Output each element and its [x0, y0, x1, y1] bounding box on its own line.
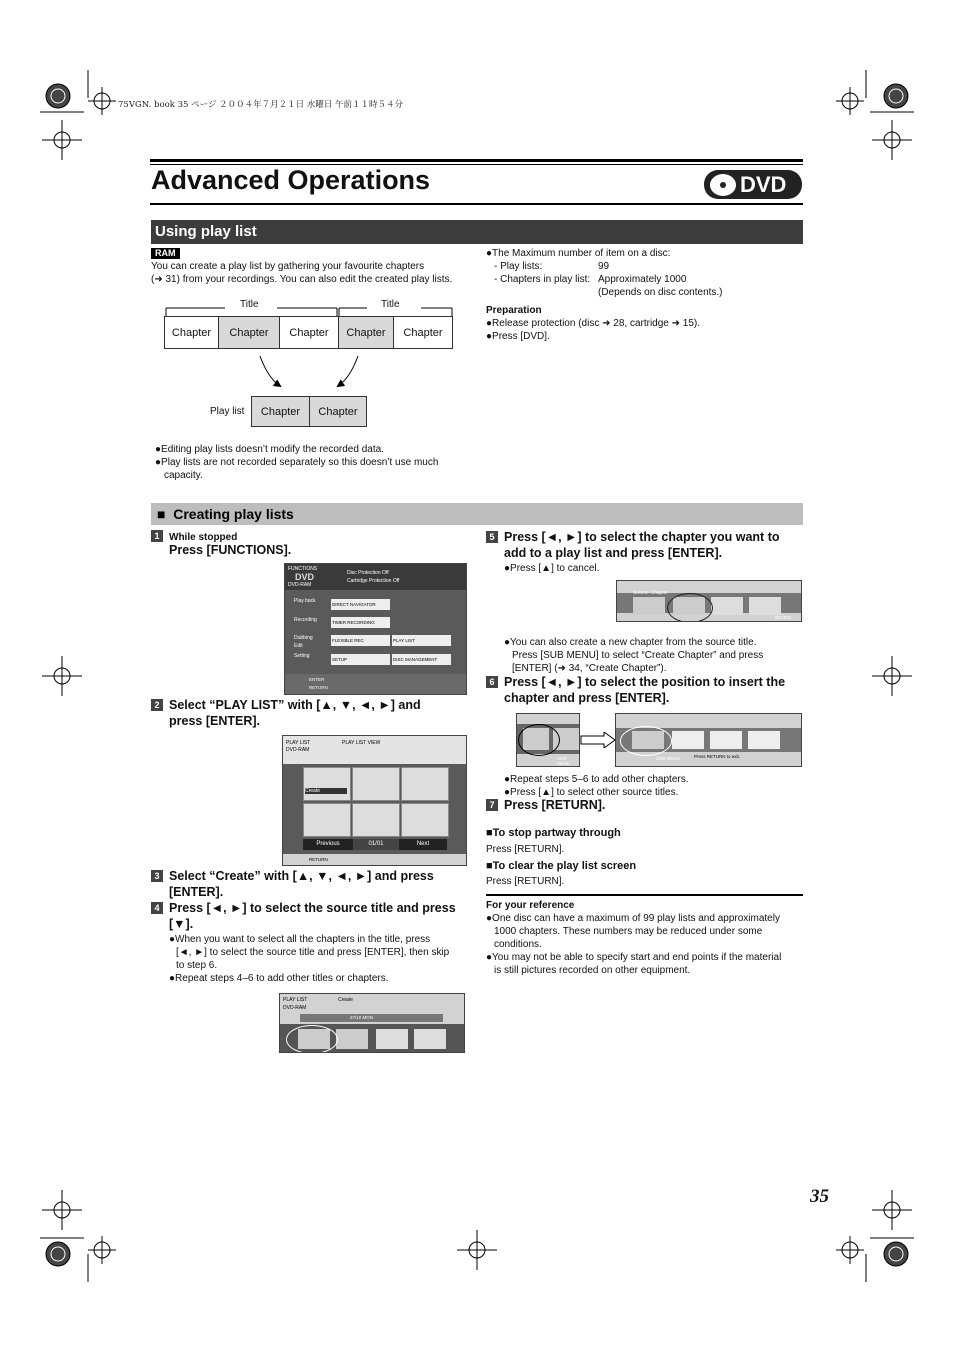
max-row2-label: - Chapters in play list: [494, 274, 591, 285]
reference-item-4: ●You may not be able to specify start and end points if the material [486, 952, 782, 963]
playlist-next[interactable]: Next [399, 839, 447, 850]
step-5-note2-1: ●You can also create a new chapter from the source title. [504, 637, 757, 648]
reference-item-2: 1000 chapters. These numbers may be reduced under some [494, 926, 763, 937]
functions-btn-direct-navigator[interactable]: DIRECT NAVIGATOR [331, 599, 390, 610]
preparation-heading: Preparation [486, 305, 542, 316]
functions-footer-return: RETURN [309, 685, 328, 690]
create-header: PLAY LIST [283, 997, 308, 1003]
functions-row-recording: Recording [294, 617, 317, 623]
step-4-text-cont: [▼]. [169, 917, 194, 931]
clear-screen-heading: ■To clear the play list screen [486, 860, 637, 872]
step-6-text: 6 Press [◄, ►] to select the position to insert the [486, 675, 785, 690]
step-4-note-2: [◄, ►] to select the source title and press [ENTER], then skip [176, 947, 450, 958]
functions-footer-enter: ENTER [309, 677, 325, 682]
step-5-note2-2: Press [SUB MENU] to select “Create Chapter” and press [512, 650, 764, 661]
stop-partway-heading: ■To stop partway through [486, 827, 621, 839]
section-title-using-play-list: Using play list [151, 220, 803, 244]
chapter-cell-4: Chapter [338, 316, 394, 349]
step-1-pre: 1 While stopped [151, 530, 237, 543]
chapter-cell-3: Chapter [279, 316, 339, 349]
step-1-text: Press [FUNCTIONS]. [169, 543, 292, 557]
page-number: 35 [810, 1186, 829, 1207]
functions-row-dubbing: Dubbing [294, 635, 313, 641]
max-heading: ●The Maximum number of item on a disc: [486, 248, 671, 259]
reference-rule [486, 894, 803, 896]
max-row2-value: Approximately 1000 [598, 274, 687, 285]
max-row2-note: (Depends on disc contents.) [598, 287, 723, 298]
create-mode: Create [338, 997, 354, 1003]
chapter-cell-2: Chapter [218, 316, 280, 349]
functions-btn-flexible-rec[interactable]: FLEXIBLE REC [331, 635, 390, 646]
playlist-footer: RETURN [309, 857, 328, 862]
chapter-cell-1: Chapter [164, 316, 219, 349]
source-chapter-label: Source Chapter [633, 590, 669, 596]
file-info-line: 75VGN. book 35 ページ ２００４年７月２１日 水曜日 午前１１時５４分 [118, 100, 404, 110]
max-row1-value: 99 [598, 261, 610, 272]
step-6-note-1: ●Repeat steps 5–6 to add other chapters. [504, 774, 689, 785]
title-label-1: Title [240, 299, 259, 310]
reference-item-5: is still pictures recorded on other equipment. [494, 965, 691, 976]
subsection-creating-play-lists: ■ Creating play lists [151, 503, 803, 525]
page-title: Advanced Operations [151, 165, 431, 195]
playlist-header: PLAY LIST [286, 740, 311, 746]
reference-heading: For your reference [486, 900, 575, 911]
functions-dvd: DVD [295, 572, 315, 582]
step-5-note: ●Press [▲] to cancel. [504, 563, 600, 574]
playlist-chapter-1: Chapter [251, 396, 310, 427]
step-5-text-cont: add to a play list and press [ENTER]. [504, 546, 723, 560]
functions-screen [284, 563, 467, 695]
functions-media: DVD-RAM [288, 582, 312, 588]
playlist-page: 01/01 [353, 839, 399, 850]
insert-return-text: Press RETURN to exit. [694, 754, 741, 759]
playlist-screen [282, 735, 467, 866]
insert-before-screen [516, 713, 580, 767]
title-label-2: Title [381, 299, 400, 310]
playlist-previous[interactable]: Previous [303, 839, 353, 850]
step-3-text-cont: [ENTER]. [169, 885, 224, 899]
header-rule-top [150, 159, 803, 162]
insert-submenu-1: SUB MENU [557, 756, 571, 766]
stop-partway-text: Press [RETURN]. [486, 844, 565, 855]
preparation-item-1: ●Release protection (disc ➜ 28, cartridge ➜ 15). [486, 318, 701, 329]
right-arrow-icon [580, 732, 616, 748]
functions-cartridge-protection: Cartridge Protection Off [347, 578, 400, 584]
step-2-text: 2 Select “PLAY LIST” with [▲, ▼, ◄, ►] and [151, 698, 421, 713]
note-left-2: ●Play lists are not recorded separately so this doesn’t use much [155, 457, 439, 468]
note-left-1: ●Editing play lists doesn’t modify the recorded data. [155, 444, 384, 455]
step-4-note-1: ●When you want to select all the chapters in the title, press [169, 934, 431, 945]
insert-submenu-2: SUB MENU [656, 756, 680, 761]
functions-btn-setup[interactable]: SETUP [331, 654, 390, 665]
playlist-create-tile[interactable]: Create [305, 788, 347, 794]
functions-btn-timer-recording[interactable]: TIMER RECORDING [331, 617, 390, 628]
step-5-text: 5 Press [◄, ►] to select the chapter you want to [486, 530, 780, 545]
step-4-note-3: to step 6. [176, 960, 218, 971]
step-2-text-cont: press [ENTER]. [169, 714, 260, 728]
create-media: DVD-RAM [283, 1005, 307, 1011]
max-row1-label: - Play lists: [494, 261, 543, 272]
playlist-chapter-2: Chapter [309, 396, 367, 427]
chapter-cell-5: Chapter [393, 316, 453, 349]
create-date: 27/10 MON [300, 1014, 443, 1022]
functions-btn-play-list[interactable]: PLAY LIST [392, 635, 451, 646]
source-counter: 001/001 [775, 615, 792, 620]
dvd-badge-label: DVD [740, 171, 787, 197]
reference-item-3: conditions. [494, 939, 542, 950]
playlist-view-label: PLAY LIST VIEW [342, 740, 381, 746]
playlist-label: Play list [210, 406, 245, 417]
functions-row-edit: Edit [294, 643, 303, 649]
note-left-3: capacity. [164, 470, 203, 481]
functions-disc-protection: Disc Protection Off [347, 570, 389, 576]
insert-after-screen [615, 713, 802, 767]
create-screen [279, 993, 465, 1053]
step-6-note-2: ●Press [▲] to select other source titles. [504, 787, 679, 798]
disc-icon [710, 174, 736, 196]
step-5-note2-3: [ENTER] (➜ 34, “Create Chapter”). [512, 663, 667, 674]
intro-line-1: You can create a play list by gathering your favourite chapters [151, 261, 425, 272]
dvd-badge [704, 170, 802, 199]
step-6-text-cont: chapter and press [ENTER]. [504, 691, 670, 705]
step-4-note-4: ●Repeat steps 4–6 to add other titles or chapters. [169, 973, 389, 984]
preparation-item-2: ●Press [DVD]. [486, 331, 550, 342]
ram-tag: RAM [151, 248, 180, 259]
functions-header: FUNCTIONS [288, 566, 318, 572]
reference-item-1: ●One disc can have a maximum of 99 play lists and approximately [486, 913, 780, 924]
intro-line-2: (➜ 31) from your recordings. You can also edit the created play lists. [151, 274, 453, 285]
diagram-arrows [250, 352, 370, 392]
functions-btn-disc-management[interactable]: DISC MANAGEMENT [392, 654, 451, 665]
title-brackets [165, 298, 455, 318]
playlist-media: DVD-RAM [286, 747, 310, 753]
step-7-text: 7 Press [RETURN]. [486, 798, 605, 813]
header-rule-bottom [150, 203, 803, 205]
functions-row-setting: Setting [294, 653, 310, 659]
clear-screen-text: Press [RETURN]. [486, 876, 565, 887]
functions-row-playback: Play back [294, 598, 316, 604]
source-chapter-screen [616, 580, 802, 622]
step-4-text: 4 Press [◄, ►] to select the source title and press [151, 901, 456, 916]
step-3-text: 3 Select “Create” with [▲, ▼, ◄, ►] and press [151, 869, 434, 884]
